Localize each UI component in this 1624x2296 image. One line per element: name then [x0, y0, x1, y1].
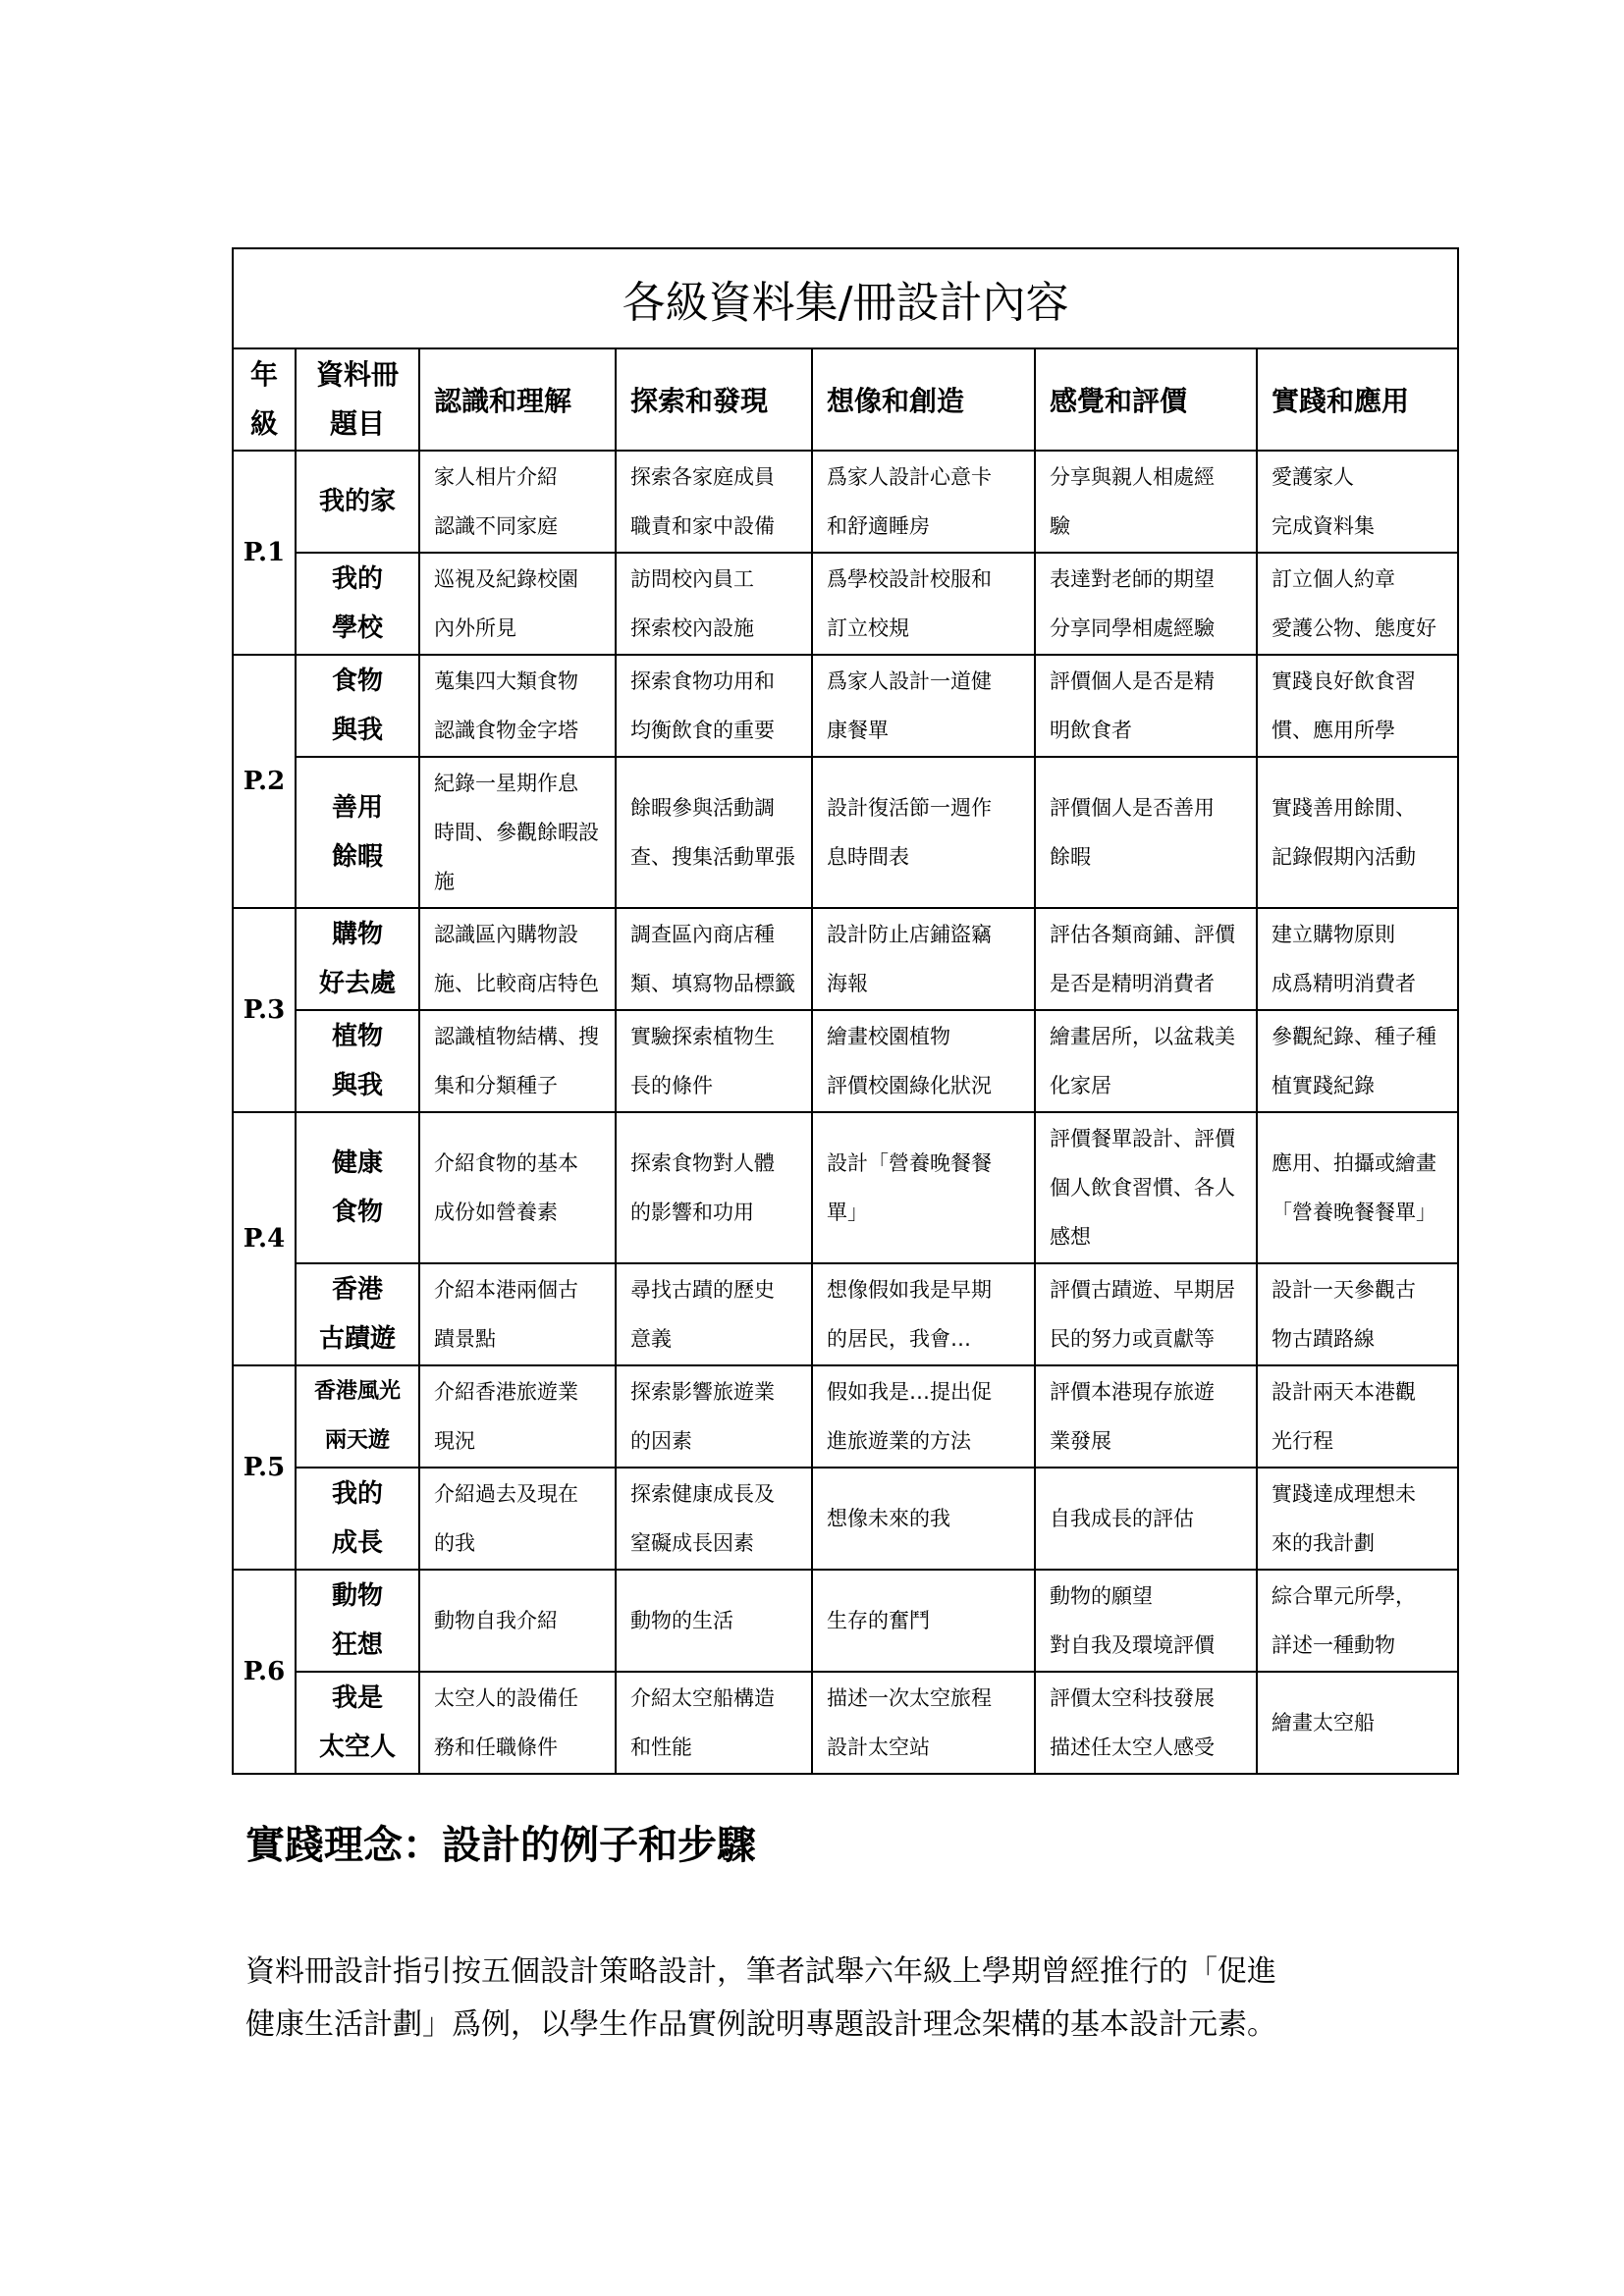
cell-line: 繪畫居所，以盆栽美	[1050, 1025, 1235, 1048]
content-cell	[616, 1365, 812, 1468]
content-cell	[616, 908, 812, 1010]
cell-line: 評價本港現存旅遊	[1050, 1380, 1215, 1404]
body-paragraph	[245, 1946, 1404, 2052]
content-cell	[419, 655, 616, 757]
content-cell	[812, 1263, 1035, 1365]
content-cell	[419, 1468, 616, 1570]
topic-line: 健康	[331, 1148, 383, 1178]
cell-line: 單」	[827, 1201, 868, 1224]
cell-line: 評價個人是否善用	[1050, 796, 1215, 820]
topic-line: 我的家	[318, 487, 396, 516]
content-cell	[812, 553, 1035, 655]
cell-line: 查、搜集活動單張	[630, 845, 795, 869]
content-cell	[812, 451, 1035, 553]
cell-line: 現況	[434, 1429, 475, 1453]
cell-line: 假如我是…提出促	[827, 1380, 992, 1404]
topic-line: 我的	[331, 1479, 383, 1509]
cell-line: 的居民，我會…	[827, 1327, 971, 1351]
content-cell	[1257, 1010, 1458, 1112]
cell-line: 來的我計劃	[1272, 1531, 1375, 1555]
cell-line: 民的努力或貢獻等	[1050, 1327, 1215, 1351]
content-cell	[1035, 1365, 1257, 1468]
topic-line: 餘暇	[331, 842, 383, 872]
content-cell	[1035, 1672, 1257, 1774]
grade-cell: P.2	[233, 655, 296, 908]
topic-cell	[296, 451, 419, 553]
topic-cell	[296, 757, 419, 908]
cell-line: 蒐集四大類食物	[434, 669, 578, 693]
topic-line: 與我	[331, 1071, 383, 1100]
cell-line: 介紹香港旅遊業	[434, 1380, 578, 1404]
header-row	[233, 348, 1458, 451]
cell-line: 慣、應用所學	[1272, 719, 1395, 742]
cell-line: 探索影響旅遊業	[630, 1380, 775, 1404]
cell-line: 實踐善用餘閒、	[1272, 796, 1416, 820]
cell-line: 康餐單	[827, 719, 889, 742]
cell-line: 探索健康成長及	[630, 1482, 775, 1506]
content-cell	[419, 757, 616, 908]
cell-line: 長的條件	[630, 1074, 713, 1097]
content-cell	[812, 1468, 1035, 1570]
content-cell	[419, 1672, 616, 1774]
content-cell	[1257, 451, 1458, 553]
topic-line: 我是	[331, 1683, 383, 1713]
content-cell	[1257, 1112, 1458, 1263]
cell-line: 建立購物原則	[1272, 923, 1395, 946]
cell-line: 設計一天參觀古	[1272, 1278, 1416, 1302]
topic-cell	[296, 1672, 419, 1774]
cell-line: 認識不同家庭	[434, 514, 558, 538]
cell-line: 進旅遊業的方法	[827, 1429, 971, 1453]
header-grade	[233, 348, 296, 451]
cell-line: 「營養晚餐餐單」	[1272, 1201, 1436, 1224]
cell-line: 探索校內設施	[630, 616, 754, 640]
header-category: 認識和理解	[419, 348, 616, 451]
content-cell	[419, 451, 616, 553]
topic-cell	[296, 1010, 419, 1112]
content-cell	[812, 1570, 1035, 1672]
title-row	[233, 248, 1458, 348]
cell-line: 餘暇參與活動調	[630, 796, 775, 820]
cell-line: 介紹食物的基本	[434, 1151, 578, 1175]
topic-cell	[296, 1263, 419, 1365]
grade-cell: P.6	[233, 1570, 296, 1774]
cell-line: 海報	[827, 972, 868, 995]
cell-line: 集和分類種子	[434, 1074, 558, 1097]
cell-line: 動物的生活	[630, 1609, 733, 1632]
cell-line: 時間、參觀餘暇設	[434, 821, 599, 844]
topic-line: 香港風光	[313, 1379, 401, 1404]
paragraph-line: 資料冊設計指引按五個設計策略設計，筆者試舉六年級上學期曾經推行的「促進	[245, 1954, 1276, 1989]
content-cell	[812, 1672, 1035, 1774]
cell-line: 實驗探索植物生	[630, 1025, 775, 1048]
content-cell	[616, 1468, 812, 1570]
cell-line: 記錄假期內活動	[1272, 845, 1416, 869]
content-cell	[812, 655, 1035, 757]
topic-cell	[296, 1468, 419, 1570]
content-cell	[1257, 1263, 1458, 1365]
cell-line: 認識區內購物設	[434, 923, 578, 946]
content-cell	[1035, 908, 1257, 1010]
topic-line: 購物	[331, 920, 383, 949]
table-row	[233, 1468, 1458, 1570]
topic-line: 古蹟遊	[318, 1324, 396, 1354]
cell-line: 調查區內商店種	[630, 923, 775, 946]
cell-line: 的因素	[630, 1429, 692, 1453]
cell-line: 設計復活節一週作	[827, 796, 992, 820]
table-row	[233, 553, 1458, 655]
content-cell	[1035, 655, 1257, 757]
cell-line: 自我成長的評估	[1050, 1507, 1194, 1530]
table-row	[233, 1365, 1458, 1468]
topic-line: 食物	[331, 1198, 383, 1227]
cell-line: 評估各類商鋪、評價	[1050, 923, 1235, 946]
topic-line: 善用	[331, 793, 383, 823]
cell-line: 的我	[434, 1531, 475, 1555]
topic-cell	[296, 1570, 419, 1672]
content-cell	[1035, 1263, 1257, 1365]
cell-line: 描述一次太空旅程	[827, 1686, 992, 1710]
topic-cell	[296, 553, 419, 655]
cell-line: 爲家人設計心意卡	[827, 465, 992, 489]
cell-line: 個人飲食習慣、各人	[1050, 1176, 1235, 1200]
cell-line: 綜合單元所學，	[1272, 1584, 1416, 1608]
cell-line: 設計「營養晚餐餐	[827, 1151, 992, 1175]
table-row	[233, 451, 1458, 553]
content-cell	[1257, 757, 1458, 908]
cell-line: 和舒適睡房	[827, 514, 930, 538]
content-cell	[616, 1263, 812, 1365]
cell-line: 感想	[1050, 1225, 1091, 1249]
topic-line: 太空人	[318, 1733, 396, 1762]
cell-line: 尋找古蹟的歷史	[630, 1278, 775, 1302]
cell-line: 是否是精明消費者	[1050, 972, 1215, 995]
cell-line: 生存的奮鬥	[827, 1609, 930, 1632]
cell-line: 分享與親人相處經	[1050, 465, 1215, 489]
topic-cell	[296, 1112, 419, 1263]
cell-line: 評價古蹟遊、早期居	[1050, 1278, 1235, 1302]
content-cell	[616, 451, 812, 553]
topic-line: 植物	[331, 1022, 383, 1051]
content-cell	[812, 1365, 1035, 1468]
cell-line: 描述任太空人感受	[1050, 1735, 1215, 1759]
cell-line: 探索食物對人體	[630, 1151, 775, 1175]
cell-line: 表達對老師的期望	[1050, 567, 1215, 591]
grade-cell: P.1	[233, 451, 296, 655]
cell-line: 內外所見	[434, 616, 516, 640]
cell-line: 窒礙成長因素	[630, 1531, 754, 1555]
table-row	[233, 757, 1458, 908]
cell-line: 實踐良好飲食習	[1272, 669, 1416, 693]
cell-line: 完成資料集	[1272, 514, 1375, 538]
cell-line: 繪畫校園植物	[827, 1025, 950, 1048]
content-cell	[419, 1010, 616, 1112]
cell-line: 訪問校內員工	[630, 567, 754, 591]
content-cell	[616, 1672, 812, 1774]
topic-line: 成長	[331, 1528, 383, 1558]
header-grade-line: 級	[249, 407, 278, 440]
content-cell	[1035, 757, 1257, 908]
cell-line: 爲學校設計校服和	[827, 567, 992, 591]
content-cell	[1257, 1570, 1458, 1672]
topic-line: 我的	[331, 564, 383, 594]
cell-line: 評價餐單設計、評價	[1050, 1127, 1235, 1150]
cell-line: 施、比較商店特色	[434, 972, 599, 995]
content-cell	[1257, 655, 1458, 757]
header-topic	[296, 348, 419, 451]
cell-line: 訂立個人約章	[1272, 567, 1395, 591]
table-row	[233, 908, 1458, 1010]
header-category: 實踐和應用	[1257, 348, 1458, 451]
content-cell	[419, 908, 616, 1010]
content-cell	[1035, 1010, 1257, 1112]
cell-line: 施	[434, 870, 455, 893]
topic-cell	[296, 1365, 419, 1468]
cell-line: 化家居	[1050, 1074, 1111, 1097]
content-cell	[1035, 1112, 1257, 1263]
table-title: 各級資料集/冊設計內容	[233, 248, 1458, 348]
cell-line: 光行程	[1272, 1429, 1333, 1453]
cell-line: 息時間表	[827, 845, 909, 869]
content-cell	[616, 757, 812, 908]
content-cell	[1035, 1570, 1257, 1672]
content-cell	[1257, 553, 1458, 655]
table-row	[233, 1263, 1458, 1365]
topic-line: 動物	[331, 1581, 383, 1611]
cell-line: 應用、拍攝或繪畫	[1272, 1151, 1436, 1175]
cell-line: 明飲食者	[1050, 719, 1132, 742]
design-content-table	[232, 247, 1459, 1775]
content-cell	[419, 1365, 616, 1468]
content-cell	[616, 1010, 812, 1112]
content-cell	[616, 1112, 812, 1263]
cell-line: 爲家人設計一道健	[827, 669, 992, 693]
topic-cell	[296, 908, 419, 1010]
content-cell	[1257, 908, 1458, 1010]
table-row	[233, 1672, 1458, 1774]
cell-line: 繪畫太空船	[1272, 1711, 1375, 1735]
table-row	[233, 655, 1458, 757]
cell-line: 介紹太空船構造	[630, 1686, 775, 1710]
cell-line: 動物自我介紹	[434, 1609, 558, 1632]
topic-line: 好去處	[318, 969, 396, 998]
content-cell	[1257, 1672, 1458, 1774]
cell-line: 均衡飲食的重要	[630, 719, 775, 742]
cell-line: 介紹本港兩個古	[434, 1278, 578, 1302]
cell-line: 紀錄一星期作息	[434, 772, 578, 795]
content-cell	[812, 757, 1035, 908]
cell-line: 物古蹟路線	[1272, 1327, 1375, 1351]
cell-line: 實踐達成理想未	[1272, 1482, 1416, 1506]
table-row	[233, 1112, 1458, 1263]
cell-line: 職責和家中設備	[630, 514, 775, 538]
cell-line: 的影響和功用	[630, 1201, 754, 1224]
topic-line: 香港	[331, 1275, 383, 1305]
grade-cell: P.5	[233, 1365, 296, 1570]
cell-line: 成爲精明消費者	[1272, 972, 1416, 995]
cell-line: 設計防止店鋪盜竊	[827, 923, 992, 946]
content-cell	[616, 553, 812, 655]
content-cell	[812, 1010, 1035, 1112]
cell-line: 蹟景點	[434, 1327, 496, 1351]
header-grade-line: 年	[249, 358, 278, 391]
header-category: 探索和發現	[616, 348, 812, 451]
content-cell	[1257, 1468, 1458, 1570]
topic-line: 食物	[331, 667, 383, 696]
cell-line: 愛護公物、態度好	[1272, 616, 1436, 640]
topic-cell	[296, 655, 419, 757]
table-row	[233, 1570, 1458, 1672]
cell-line: 設計兩天本港觀	[1272, 1380, 1416, 1404]
content-cell	[419, 1112, 616, 1263]
cell-line: 太空人的設備任	[434, 1686, 578, 1710]
cell-line: 類、填寫物品標籤	[630, 972, 795, 995]
cell-line: 探索食物功用和	[630, 669, 775, 693]
cell-line: 意義	[630, 1327, 672, 1351]
cell-line: 探索各家庭成員	[630, 465, 775, 489]
cell-line: 詳述一種動物	[1272, 1633, 1395, 1657]
content-cell	[419, 1263, 616, 1365]
paragraph-line: 健康生活計劃」爲例，以學生作品實例說明專題設計理念架構的基本設計元素。	[245, 2007, 1276, 2042]
cell-line: 評價個人是否是精	[1050, 669, 1215, 693]
cell-line: 務和任職條件	[434, 1735, 558, 1759]
header-topic-line: 資料冊	[315, 358, 399, 391]
topic-line: 與我	[331, 716, 383, 745]
topic-line: 兩天遊	[324, 1428, 390, 1453]
cell-line: 認識植物結構、搜	[434, 1025, 599, 1048]
cell-line: 參觀紀錄、種子種	[1272, 1025, 1436, 1048]
content-cell	[812, 908, 1035, 1010]
header-topic-line: 題目	[329, 407, 385, 440]
grade-cell: P.3	[233, 908, 296, 1112]
content-cell	[1035, 553, 1257, 655]
content-cell	[419, 553, 616, 655]
cell-line: 想像未來的我	[827, 1507, 950, 1530]
cell-line: 對自我及環境評價	[1050, 1633, 1215, 1657]
content-cell	[812, 1112, 1035, 1263]
cell-line: 驗	[1050, 514, 1070, 538]
cell-line: 訂立校規	[827, 616, 909, 640]
cell-line: 植實踐紀錄	[1272, 1074, 1375, 1097]
cell-line: 評價校園綠化狀況	[827, 1074, 992, 1097]
topic-line: 學校	[331, 614, 383, 643]
cell-line: 認識食物金字塔	[434, 719, 578, 742]
content-cell	[616, 655, 812, 757]
section-heading: 實踐理念：設計的例子和步驟	[245, 1823, 756, 1868]
content-cell	[1035, 1468, 1257, 1570]
cell-line: 分享同學相處經驗	[1050, 616, 1215, 640]
cell-line: 巡視及紀錄校園	[434, 567, 578, 591]
grade-cell: P.4	[233, 1112, 296, 1365]
cell-line: 想像假如我是早期	[827, 1278, 992, 1302]
cell-line: 愛護家人	[1272, 465, 1354, 489]
cell-line: 動物的願望	[1050, 1584, 1153, 1608]
content-cell	[419, 1570, 616, 1672]
cell-line: 家人相片介紹	[434, 465, 558, 489]
cell-line: 和性能	[630, 1735, 692, 1759]
content-cell	[1035, 451, 1257, 553]
cell-line: 介紹過去及現在	[434, 1482, 578, 1506]
header-category: 想像和創造	[812, 348, 1035, 451]
cell-line: 成份如營養素	[434, 1201, 558, 1224]
topic-line: 狂想	[331, 1630, 383, 1660]
table-row	[233, 1010, 1458, 1112]
cell-line: 業發展	[1050, 1429, 1111, 1453]
cell-line: 設計太空站	[827, 1735, 930, 1759]
header-category: 感覺和評價	[1035, 348, 1257, 451]
content-cell	[616, 1570, 812, 1672]
content-cell	[1257, 1365, 1458, 1468]
cell-line: 評價太空科技發展	[1050, 1686, 1215, 1710]
cell-line: 餘暇	[1050, 845, 1091, 869]
